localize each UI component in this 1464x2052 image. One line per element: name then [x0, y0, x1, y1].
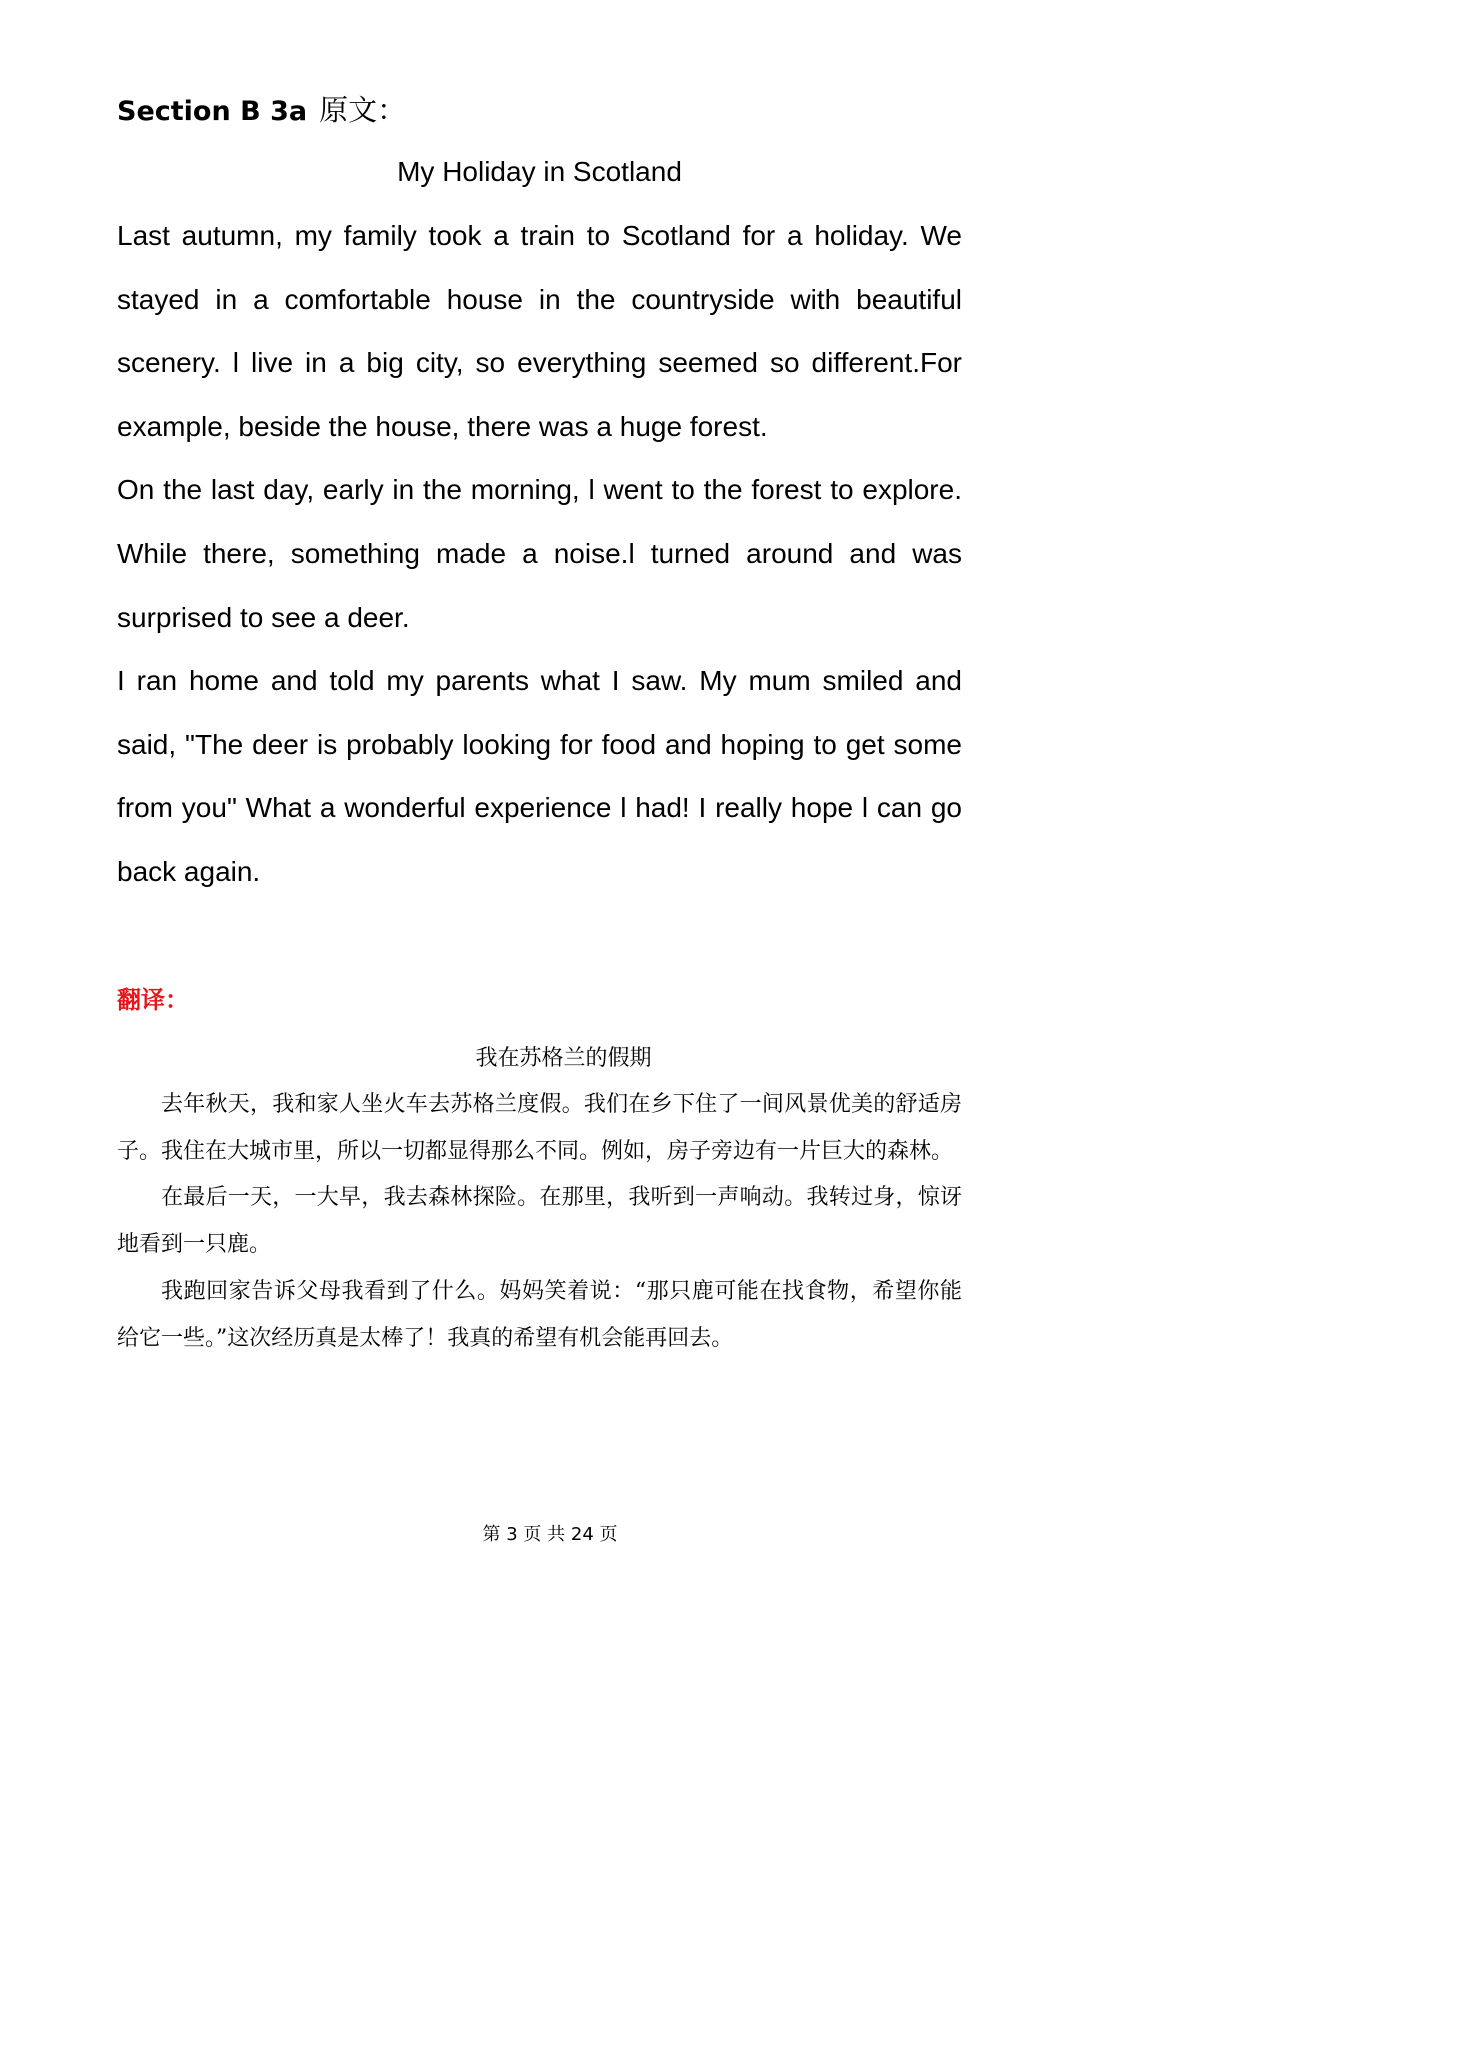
story-paragraph: Last autumn, my family took a train to Scotland for a holiday. We stayed in a comfortable house in the countryside with beautiful scenery. l live in a big city, so everything seemed so different.For example, beside the house, there was a huge forest. [117, 220, 962, 442]
translation-paragraph: 我跑回家告诉父母我看到了什么。妈妈笑着说：“那只鹿可能在找食物，希望你能给它一些。”这次经历真是太棒了！我真的希望有机会能再回去。 [117, 1278, 962, 1351]
translation-paragraph: 在最后一天，一大早，我去森林探险。在那里，我听到一声响动。我转过身，惊讶地看到一只鹿。 [117, 1185, 962, 1258]
story-title: My Holiday in Scotland [397, 156, 682, 187]
page-footer [0, 1520, 1100, 1550]
translation-body [117, 1082, 962, 1362]
total-pages-number: 24 [570, 1524, 594, 1545]
translation-title: 我在苏格兰的假期 [475, 1046, 652, 1071]
footer-suffix: 页 [599, 1524, 618, 1545]
section-heading-original-text-label: 原文： [319, 93, 407, 127]
footer-middle: 页 共 [523, 1524, 566, 1545]
translation-label: 翻译： [117, 986, 189, 1014]
section-heading-label: Section B 3a [117, 96, 308, 127]
story-body [117, 204, 962, 904]
story-paragraph: I ran home and told my parents what I saw. My mum smiled and said, "The deer is probably looking for food and hoping to get some from you" What a wonderful experience l had! I really hope l can go back again. [117, 665, 962, 887]
story-paragraph: On the last day, early in the morning, l went to the forest to explore. While there, something made a noise.l turned around and was surprised to see a deer. [117, 474, 962, 633]
translation-paragraph: 去年秋天，我和家人坐火车去苏格兰度假。我们在乡下住了一间风景优美的舒适房子。我住在大城市里，所以一切都显得那么不同。例如，房子旁边有一片巨大的森林。 [117, 1092, 962, 1164]
current-page-number: 3 [506, 1524, 518, 1545]
section-heading [117, 88, 406, 132]
footer-prefix: 第 [482, 1524, 501, 1545]
